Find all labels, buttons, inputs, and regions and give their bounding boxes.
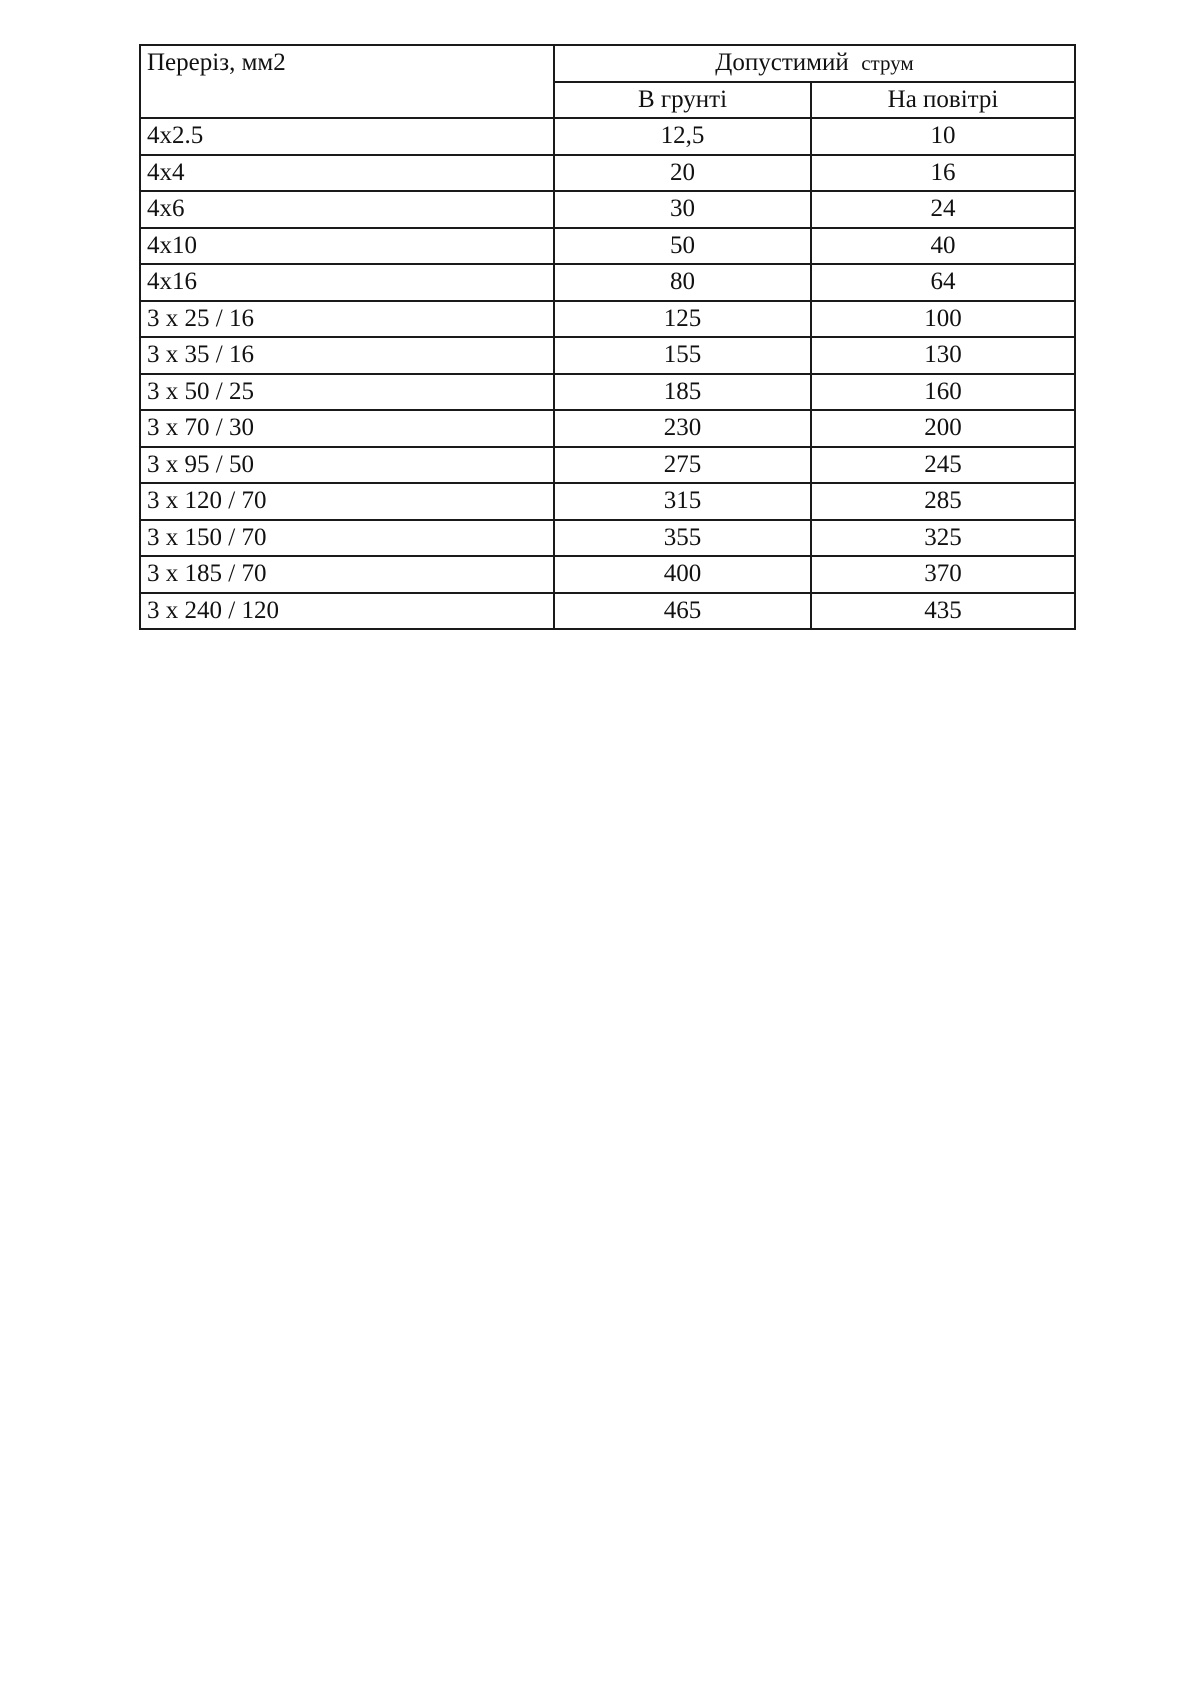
cell-ground: 465	[554, 593, 811, 630]
header-allowable-current-main: Допустимий	[715, 49, 849, 77]
cell-air: 24	[811, 191, 1075, 228]
cell-air: 285	[811, 483, 1075, 520]
cell-section: 3 х 150 / 70	[140, 520, 554, 557]
header-in-air: На повітрі	[811, 82, 1075, 119]
cell-air: 130	[811, 337, 1075, 374]
cell-air: 160	[811, 374, 1075, 411]
header-allowable-current	[554, 45, 1075, 82]
cell-air: 100	[811, 301, 1075, 338]
cell-ground: 230	[554, 410, 811, 447]
cell-section: 4х4	[140, 155, 554, 192]
table-row	[140, 520, 1075, 557]
cell-air: 435	[811, 593, 1075, 630]
header-allowable-current-small: струм	[861, 51, 914, 76]
table-row	[140, 118, 1075, 155]
allowable-current-table	[139, 44, 1076, 630]
table-row	[140, 301, 1075, 338]
cell-ground: 400	[554, 556, 811, 593]
cell-ground: 355	[554, 520, 811, 557]
table-row	[140, 155, 1075, 192]
cell-section: 3 х 25 / 16	[140, 301, 554, 338]
cell-ground: 125	[554, 301, 811, 338]
cell-section: 3 х 35 / 16	[140, 337, 554, 374]
cell-section: 3 х 120 / 70	[140, 483, 554, 520]
table-row	[140, 337, 1075, 374]
cell-ground: 30	[554, 191, 811, 228]
cell-air: 64	[811, 264, 1075, 301]
cell-section: 3 х 185 / 70	[140, 556, 554, 593]
header-in-ground: В грунті	[554, 82, 811, 119]
header-cross-section: Переріз, мм2	[140, 45, 554, 118]
table-row	[140, 264, 1075, 301]
table-row	[140, 447, 1075, 484]
cell-section: 4х16	[140, 264, 554, 301]
cell-air: 16	[811, 155, 1075, 192]
table-header-row	[140, 45, 1075, 82]
cell-ground: 20	[554, 155, 811, 192]
table-row	[140, 191, 1075, 228]
cell-ground: 315	[554, 483, 811, 520]
cell-air: 325	[811, 520, 1075, 557]
cell-ground: 155	[554, 337, 811, 374]
table-row	[140, 593, 1075, 630]
table-row	[140, 483, 1075, 520]
cell-section: 4х6	[140, 191, 554, 228]
cell-air: 200	[811, 410, 1075, 447]
cell-ground: 50	[554, 228, 811, 265]
cell-section: 3 х 95 / 50	[140, 447, 554, 484]
cell-ground: 185	[554, 374, 811, 411]
cell-ground: 80	[554, 264, 811, 301]
cell-section: 4х2.5	[140, 118, 554, 155]
table-row	[140, 410, 1075, 447]
cell-section: 3 х 50 / 25	[140, 374, 554, 411]
cell-air: 10	[811, 118, 1075, 155]
cell-ground: 12,5	[554, 118, 811, 155]
cell-air: 40	[811, 228, 1075, 265]
cell-section: 3 х 70 / 30	[140, 410, 554, 447]
table-row	[140, 228, 1075, 265]
cell-air: 245	[811, 447, 1075, 484]
table-row	[140, 556, 1075, 593]
cell-section: 3 х 240 / 120	[140, 593, 554, 630]
cell-air: 370	[811, 556, 1075, 593]
table-row	[140, 374, 1075, 411]
cell-ground: 275	[554, 447, 811, 484]
cell-section: 4х10	[140, 228, 554, 265]
